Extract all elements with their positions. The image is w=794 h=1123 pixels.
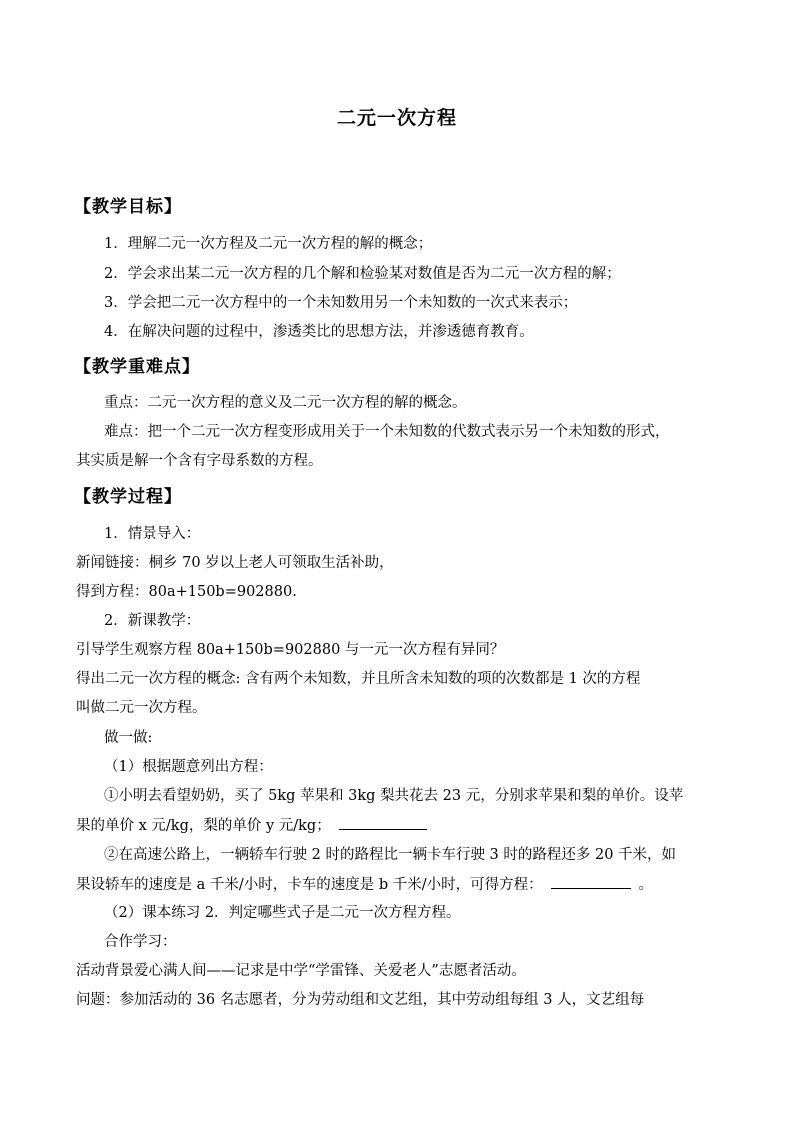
process-line: 2．新课教学： xyxy=(104,613,201,629)
goal-item: 3．学会把二元一次方程中的一个未知数用另一个未知数的一次式来表示； xyxy=(104,295,578,311)
process-line: 活动背景爱心满人间——记求是中学“学雷锋、关爱老人”志愿者活动。 xyxy=(76,963,526,979)
section-heading-keypoints: 【教学重难点】 xyxy=(74,357,200,377)
difficulty-point: 难点：把一个二元一次方程变形成用关于一个未知数的代数式表示另一个未知数的形式， xyxy=(104,424,670,440)
key-point: 重点：二元一次方程的意义及二元一次方程的解的概念。 xyxy=(104,395,467,411)
process-line: （1）根据题意列出方程： xyxy=(104,759,273,775)
process-line xyxy=(76,874,653,895)
process-line: 引导学生观察方程 80a+150b=902880 与一元一次方程有异同？ xyxy=(76,642,505,658)
process-line: ①小明去看望奶奶，买了 5kg 苹果和 3kg 梨共花去 23 元，分别求苹果和梨的单价。设苹 xyxy=(104,788,684,804)
difficulty-point-continued: 其实质是解一个含有字母系数的方程。 xyxy=(76,453,323,469)
answer-blank[interactable] xyxy=(339,815,427,830)
process-line: 合作学习： xyxy=(104,934,177,950)
process-line: 问题：参加活动的 36 名志愿者，分为劳动组和文艺组，其中劳动组每组 3 人，文艺组每 xyxy=(76,992,645,1008)
process-line xyxy=(76,815,427,836)
process-text: 果设轿车的速度是 a 千米/小时，卡车的速度是 b 千米/小时，可得方程： xyxy=(76,877,543,893)
process-line: 得到方程：80a+150b=902880. xyxy=(76,584,297,600)
goal-item: 4．在解决问题的过程中，渗透类比的思想方法，并渗透德育教育。 xyxy=(104,324,534,340)
process-line: 做一做: xyxy=(104,730,153,746)
page-title: 二元一次方程 xyxy=(336,107,457,129)
process-line: 1．情景导入： xyxy=(104,526,201,542)
section-heading-goals: 【教学目标】 xyxy=(74,197,182,217)
process-line: （2）课本练习 2．判定哪些式子是二元一次方程方程。 xyxy=(104,905,461,921)
process-text: 果的单价 x 元/kg，梨的单价 y 元/kg； xyxy=(76,818,331,834)
process-line: 叫做二元一次方程。 xyxy=(76,700,207,716)
section-heading-process: 【教学过程】 xyxy=(74,487,182,507)
process-line: 得出二元一次方程的概念: 含有两个未知数，并且所含未知数的项的次数都是 1 次的方程 xyxy=(76,671,641,687)
process-line: 新闻链接：桐乡 70 岁以上老人可领取生活补助， xyxy=(76,555,394,571)
goal-item: 2．学会求出某二元一次方程的几个解和检验某对数值是否为二元一次方程的解； xyxy=(104,266,621,282)
goal-item: 1．理解二元一次方程及二元一次方程的解的概念； xyxy=(104,236,433,252)
process-text: 。 xyxy=(638,877,654,893)
process-line: ②在高速公路上，一辆轿车行驶 2 时的路程比一辆卡车行驶 3 时的路程还多 20 千米，如 xyxy=(104,847,677,863)
answer-blank[interactable] xyxy=(551,874,631,889)
